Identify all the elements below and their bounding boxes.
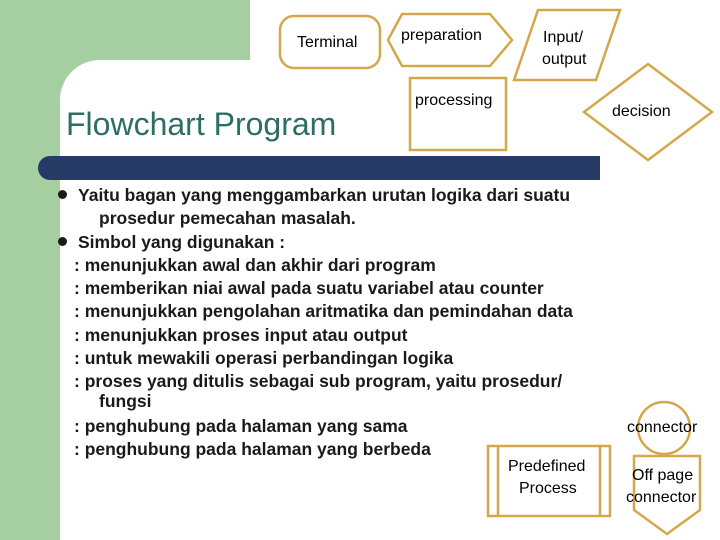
input-output-label-line1: Input/ bbox=[543, 29, 584, 46]
desc-line-decision: : untuk mewakili operasi perbandingan logika bbox=[74, 348, 454, 369]
bullet-icon bbox=[58, 190, 67, 199]
terminal-label: Terminal bbox=[297, 34, 358, 51]
input-output-label-line2: output bbox=[542, 51, 587, 68]
bullet-item-definition: Yaitu bagan yang menggambarkan urutan logika dari suatu bbox=[58, 184, 674, 207]
desc-line-predefined-cont: fungsi bbox=[99, 390, 152, 411]
desc-line-predefined: : proses yang ditulis sebagai sub program, yaitu prosedur/ bbox=[74, 371, 563, 392]
desc-line-offpage: : penghubung pada halaman yang berbeda bbox=[74, 438, 431, 459]
bullet-item-symbols: Simbol yang digunakan : bbox=[58, 231, 674, 254]
processing-symbol bbox=[410, 78, 506, 150]
offpage-label-line2: connector bbox=[626, 489, 697, 506]
bullet-item-definition-cont: prosedur pemecahan masalah. bbox=[99, 208, 356, 229]
decision-label: decision bbox=[612, 103, 671, 120]
page-title: Flowchart Program bbox=[66, 106, 337, 142]
desc-line-connector: : penghubung pada halaman yang sama bbox=[74, 415, 408, 436]
desc-line-terminal: : menunjukkan awal dan akhir dari program bbox=[74, 254, 436, 275]
connector-label: connector bbox=[627, 419, 698, 436]
desc-line-preparation: : memberikan niai awal pada suatu variabel atau counter bbox=[74, 278, 544, 299]
desc-line-input-output: : menunjukkan proses input atau output bbox=[74, 324, 408, 345]
processing-label: processing bbox=[415, 92, 493, 109]
predefined-label-line1: Predefined bbox=[508, 458, 586, 475]
preparation-label: preparation bbox=[401, 27, 482, 44]
bullet-icon bbox=[58, 237, 67, 246]
predefined-label-line2: Process bbox=[519, 480, 577, 497]
offpage-label-line1: Off page bbox=[632, 467, 694, 484]
desc-line-processing: : menunjukkan pengolahan aritmatika dan pemindahan data bbox=[74, 301, 573, 322]
body-text bbox=[74, 184, 674, 461]
